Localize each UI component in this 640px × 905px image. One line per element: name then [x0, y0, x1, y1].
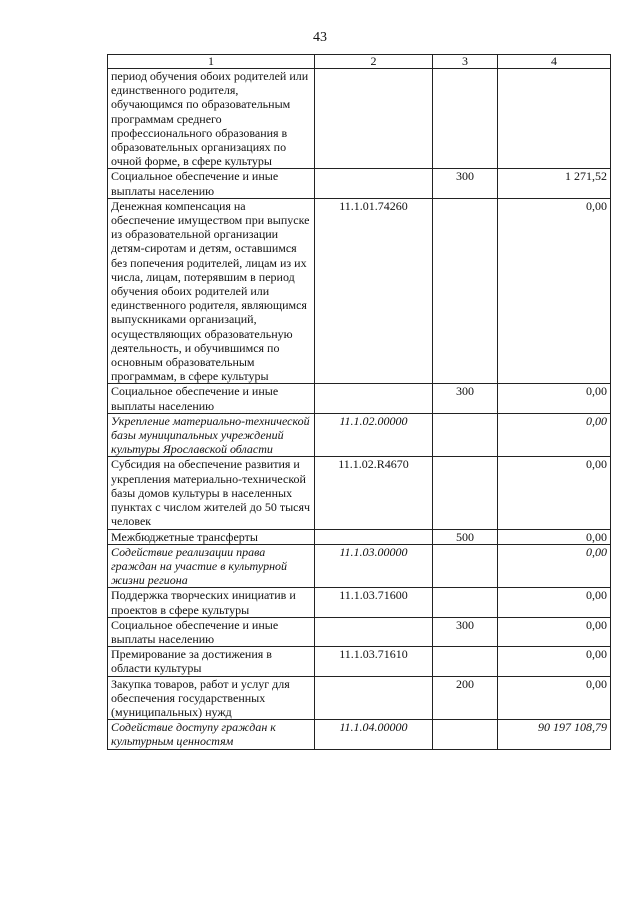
column-header-1: 1 [108, 55, 315, 69]
column-header-4: 4 [498, 55, 611, 69]
row-name-cell: Денежная компенсация на обеспечение имуществом при выпуске из образовательной организации детям-сиротам и детям, оставшимся без попечения родителей, лицам из их числа, лицам, потерявшим в период обучения обоих родителей или единственного родителя, являющимся выпускниками организаций, осуществляющих образовательную деятельность, и обучившимся по основным образовательным программам, в сфере культуры [108, 198, 315, 384]
row-name-cell: Премирование за достижения в области культуры [108, 647, 315, 676]
row-type-cell [433, 588, 498, 617]
row-code-cell: 11.1.04.00000 [315, 720, 433, 749]
row-amount-cell: 0,00 [498, 588, 611, 617]
row-amount-cell: 0,00 [498, 617, 611, 646]
table-row [108, 384, 611, 413]
row-amount-cell: 0,00 [498, 457, 611, 529]
row-name-cell: период обучения обоих родителей или единственного родителя, обучающимся по образовательным программам среднего профессионального образования в образовательных организациях по очной форме, в сфере культуры [108, 69, 315, 169]
row-type-cell [433, 69, 498, 169]
row-amount-cell: 0,00 [498, 647, 611, 676]
row-amount-cell: 0,00 [498, 676, 611, 720]
page-number: 43 [313, 30, 327, 45]
table-row [108, 169, 611, 198]
row-code-cell: 11.1.03.71610 [315, 647, 433, 676]
row-name-cell: Укрепление материально-технической базы муниципальных учреждений культуры Ярославской области [108, 413, 315, 457]
row-type-cell: 200 [433, 676, 498, 720]
row-type-cell: 300 [433, 169, 498, 198]
row-type-cell: 300 [433, 617, 498, 646]
row-type-cell [433, 413, 498, 457]
row-type-cell [433, 457, 498, 529]
row-code-cell: 11.1.03.00000 [315, 544, 433, 588]
row-name-cell: Субсидия на обеспечение развития и укрепления материально-технической базы домов культуры в населенных пунктах с числом жителей до 50 тысяч человек [108, 457, 315, 529]
table-row [108, 69, 611, 169]
row-code-cell [315, 69, 433, 169]
table-row [108, 529, 611, 544]
row-amount-cell: 0,00 [498, 198, 611, 384]
row-type-cell [433, 198, 498, 384]
row-code-cell: 11.1.03.71600 [315, 588, 433, 617]
row-name-cell: Поддержка творческих инициатив и проектов в сфере культуры [108, 588, 315, 617]
row-name-cell: Содействие реализации права граждан на участие в культурной жизни региона [108, 544, 315, 588]
row-code-cell [315, 529, 433, 544]
table-row [108, 198, 611, 384]
budget-table [107, 54, 611, 750]
row-code-cell [315, 169, 433, 198]
row-amount-cell: 0,00 [498, 529, 611, 544]
column-header-2: 2 [315, 55, 433, 69]
row-code-cell [315, 617, 433, 646]
row-amount-cell [498, 69, 611, 169]
row-code-cell: 11.1.02.00000 [315, 413, 433, 457]
row-type-cell [433, 544, 498, 588]
row-name-cell: Межбюджетные трансферты [108, 529, 315, 544]
table-body [108, 69, 611, 750]
row-name-cell: Содействие доступу граждан к культурным ценностям [108, 720, 315, 749]
table-row [108, 647, 611, 676]
row-amount-cell: 0,00 [498, 384, 611, 413]
table-row [108, 676, 611, 720]
row-type-cell [433, 647, 498, 676]
table-row [108, 544, 611, 588]
column-header-3: 3 [433, 55, 498, 69]
table-row [108, 617, 611, 646]
row-amount-cell: 90 197 108,79 [498, 720, 611, 749]
row-name-cell: Социальное обеспечение и иные выплаты населению [108, 384, 315, 413]
row-code-cell [315, 384, 433, 413]
table-row [108, 720, 611, 749]
row-code-cell: 11.1.02.R4670 [315, 457, 433, 529]
row-name-cell: Социальное обеспечение и иные выплаты населению [108, 169, 315, 198]
table-header-row [108, 55, 611, 69]
row-name-cell: Закупка товаров, работ и услуг для обеспечения государственных (муниципальных) нужд [108, 676, 315, 720]
row-type-cell [433, 720, 498, 749]
row-type-cell: 500 [433, 529, 498, 544]
table-row [108, 588, 611, 617]
row-amount-cell: 0,00 [498, 544, 611, 588]
row-code-cell: 11.1.01.74260 [315, 198, 433, 384]
row-amount-cell: 0,00 [498, 413, 611, 457]
row-amount-cell: 1 271,52 [498, 169, 611, 198]
table-row [108, 413, 611, 457]
row-name-cell: Социальное обеспечение и иные выплаты населению [108, 617, 315, 646]
table-row [108, 457, 611, 529]
row-code-cell [315, 676, 433, 720]
row-type-cell: 300 [433, 384, 498, 413]
